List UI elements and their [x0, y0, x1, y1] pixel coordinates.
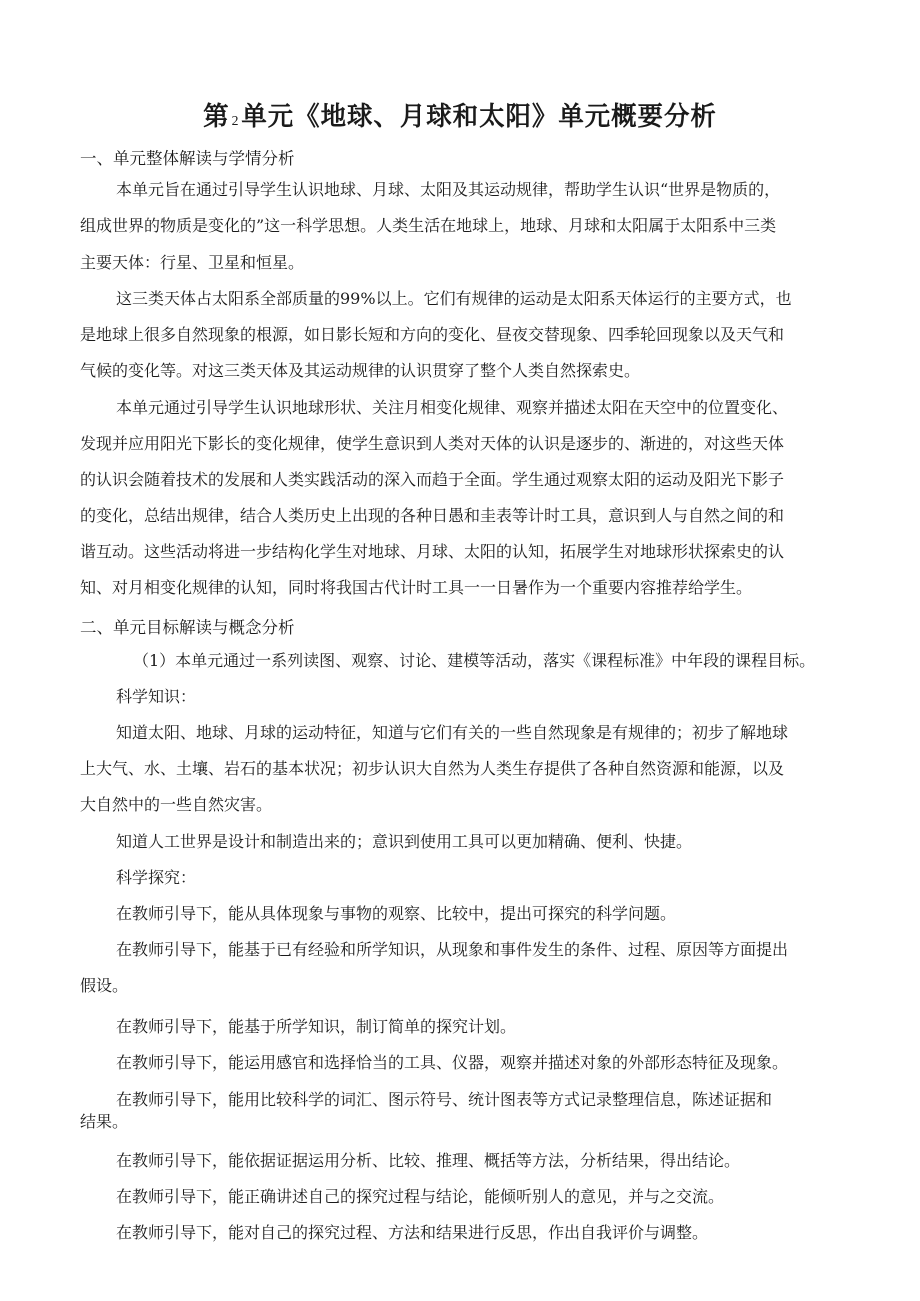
section2-line: 在教师引导下，能从具体现象与事物的观察、比较中，提出可探究的科学问题。 [116, 904, 677, 923]
section1-line: 本单元通过引导学生认识地球形状、关注月相变化规律、观察并描述太阳在天空中的位置变化、 [116, 398, 789, 417]
section2-line: 知道人工世界是设计和制造出来的；意识到使用工具可以更加精确、便利、快捷。 [116, 832, 693, 851]
section2-line: 在教师引导下，能依据证据运用分析、比较、推理、概括等方法，分析结果，得出结论。 [116, 1151, 741, 1170]
section2-heading: 二、单元目标解读与概念分析 [80, 618, 295, 637]
title-prefix: 第 [203, 102, 230, 132]
section2-line: 在教师引导下，能基于所学知识，制订简单的探究计划。 [116, 1017, 517, 1036]
section1-line: 是地球上很多自然现象的根源，如日影长短和方向的变化、昼夜交替现象、四季轮回现象以及天气和 [80, 325, 785, 344]
section2-line: 在教师引导下，能对自己的探究过程、方法和结果进行反思，作出自我评价与调整。 [116, 1223, 709, 1242]
section1-line: 气候的变化等。对这三类天体及其运动规律的认识贯穿了整个人类自然探索史。 [80, 361, 641, 380]
section1-line: 知、对月相变化规律的认知，同时将我国古代计时工具一一日暑作为一个重要内容推荐给学生。 [80, 578, 753, 597]
section2-line: （1）本单元通过一系列读图、观察、讨论、建模等活动，落实《课程标准》中年段的课程目标。 [133, 651, 816, 670]
section2-subheading-inquiry: 科学探究： [116, 868, 197, 887]
section2-line: 知道太阳、地球、月球的运动特征，知道与它们有关的一些自然现象是有规律的；初步了解地球 [116, 723, 789, 742]
title-unit-number: 2 [231, 114, 240, 129]
section2-line: 在教师引导下，能正确讲述自己的探究过程与结论，能倾听别人的意见，并与之交流。 [116, 1187, 725, 1206]
section1-line: 的认识会随着技术的发展和人类实践活动的深入而趋于全面。学生通过观察太阳的运动及阳光下影子 [80, 470, 785, 489]
section2-line: 在教师引导下，能用比较科学的词汇、图示符号、统计图表等方式记录整理信息，陈述证据和 [116, 1090, 773, 1109]
section2-line: 结果。 [80, 1112, 129, 1131]
section1-line: 本单元旨在通过引导学生认识地球、月球、太阳及其运动规律，帮助学生认识“世界是物质的， [116, 180, 781, 199]
section2-line: 假设。 [80, 976, 129, 995]
section2-line: 上大气、水、土壤、岩石的基本状况；初步认识大自然为人类生存提供了各种自然资源和能源，以及 [80, 759, 785, 778]
section2-line: 在教师引导下，能运用感官和选择恰当的工具、仪器，观察并描述对象的外部形态特征及现象。 [116, 1053, 789, 1072]
section1-line: 发现并应用阳光下影长的变化规律，使学生意识到人类对天体的认识是逐步的、渐进的，对这些天体 [80, 434, 785, 453]
section1-line: 组成世界的物质是变化的”这一科学思想。人类生活在地球上，地球、月球和太阳属于太阳系中三类 [80, 216, 777, 235]
section1-line: 谐互动。这些活动将进一步结构化学生对地球、月球、太阳的认知，拓展学生对地球形状探索史的认 [80, 542, 785, 561]
section2-subheading-knowledge: 科学知识： [116, 687, 197, 706]
title-suffix: 单元《地球、月球和太阳》单元概要分析 [241, 102, 717, 132]
page-title [10, 96, 910, 133]
section1-line: 的变化，总结出规律，结合人类历史上出现的各种日愚和圭表等计时工具，意识到人与自然之间的和 [80, 506, 785, 525]
section1-line: 这三类天体占太阳系全部质量的99%以上。它们有规律的运动是太阳系天体运行的主要方式，也 [116, 289, 792, 308]
section2-line: 大自然中的一些自然灾害。 [80, 795, 273, 814]
section1-line: 主要天体：行星、卫星和恒星。 [80, 253, 305, 272]
section2-line: 在教师引导下，能基于已有经验和所学知识，从现象和事件发生的条件、过程、原因等方面提出 [116, 940, 789, 959]
section1-heading: 一、单元整体解读与学情分析 [80, 149, 295, 168]
